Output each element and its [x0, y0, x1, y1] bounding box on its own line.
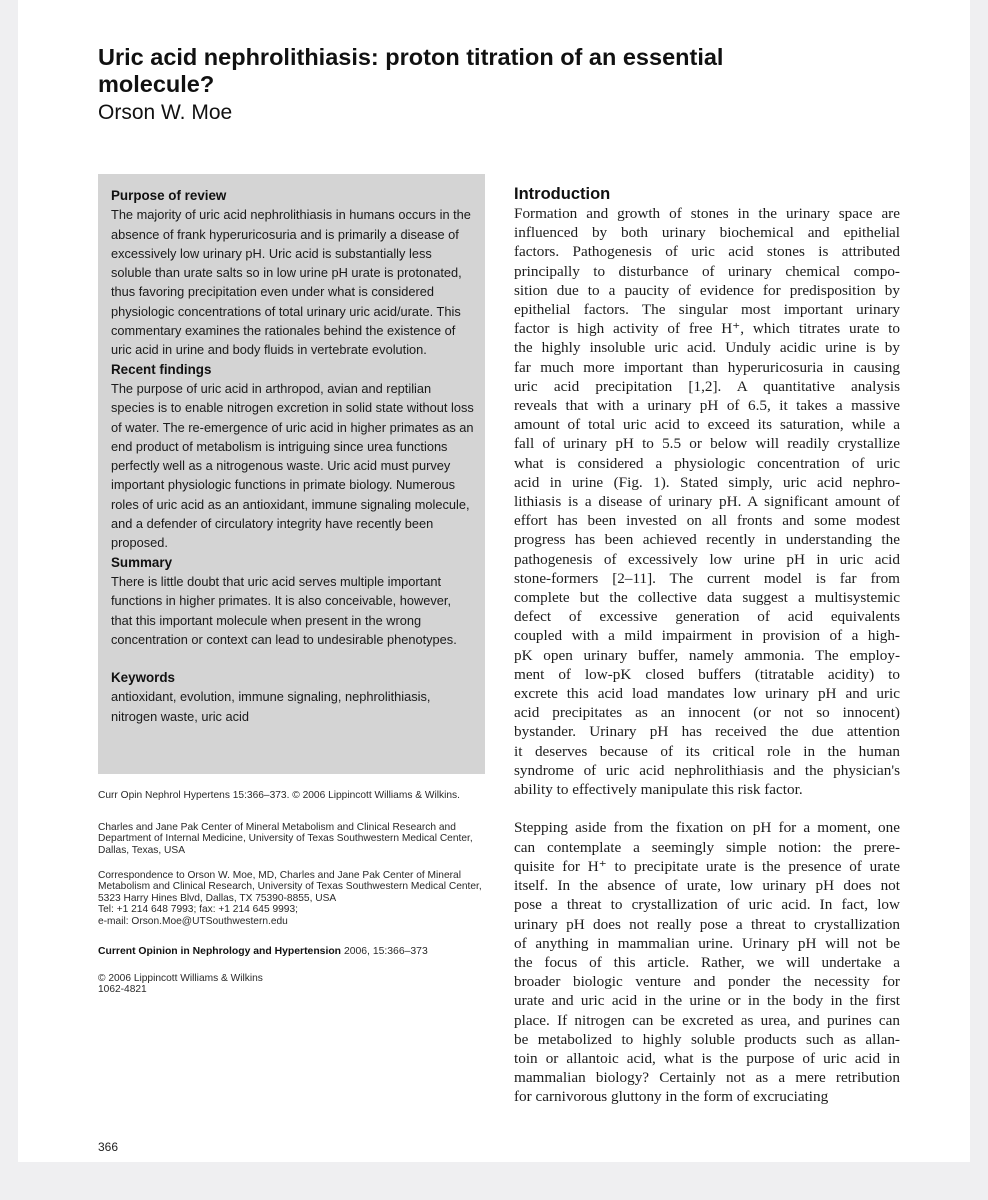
text-line: what is considered a physiologic concentration of uric: [514, 454, 900, 472]
journal-reference: [98, 946, 498, 957]
article-author: Orson W. Moe: [98, 101, 233, 124]
copyright-block: [98, 973, 498, 996]
text-line: Stepping aside from the fixation on pH for a moment, one: [514, 819, 900, 837]
introduction-paragraph-1: [514, 204, 900, 799]
text-line: acid in urine (Fig. 1). Stated simply, uric acid nephro-: [514, 473, 900, 491]
issn: 1062-4821: [98, 984, 147, 996]
text-line: fall of urinary pH to 5.5 or below will readily crystallize: [514, 435, 900, 453]
text-line: place. If nitrogen can be excreted as urea, and purines can: [514, 1011, 900, 1029]
purpose-heading: Purpose of review: [111, 188, 227, 203]
text-line: it deserves because of its critical role in the human: [514, 742, 900, 760]
text-line: progress has been achieved recently in understanding the: [514, 531, 900, 549]
correspondence-phone: Tel: +1 214 648 7993; fax: +1 214 645 9993;: [98, 904, 298, 916]
text-line: complete but the collective data suggest a multisystemic: [514, 589, 900, 607]
journal-page: [18, 0, 970, 1162]
text-line: bystander. Urinary pH has received the due attention: [514, 723, 900, 741]
text-line: be metabolized to highly soluble products such as allan-: [514, 1030, 900, 1048]
text-line: lithiasis is a disease of urinary pH. A significant amount of: [514, 493, 900, 511]
citation-line: Curr Opin Nephrol Hypertens 15:366–373. © 2006 Lippincott Williams & Wilkins.: [98, 790, 460, 801]
text-line: Formation and growth of stones in the urinary space are: [514, 205, 900, 222]
text-line: amount of total uric acid to exceed its saturation, while a: [514, 416, 900, 434]
text-line: the focus of this article. Rather, we will undertake a: [514, 953, 900, 971]
text-line: quisite for H⁺ to precipitate urate is the presence of urate: [514, 857, 900, 875]
keywords-text: antioxidant, evolution, immune signaling, nephrolithiasis, nitrogen waste, uric acid: [111, 689, 431, 724]
text-line: ability to effectively manipulate this risk factor.: [514, 781, 803, 799]
text-line: of anything in mammalian urine. Urinary pH will not be: [514, 934, 900, 952]
text-line: principally to disturbance of urinary chemical compo-: [514, 262, 900, 280]
text-line: stone-formers [2–11]. The current model is far from: [514, 569, 900, 587]
text-line: itself. In the absence of urate, low urinary pH does not: [514, 877, 900, 895]
text-line: coupled with a mild impairment in provision of a high-: [514, 627, 900, 645]
text-line: factor is high activity of free H⁺, which titrates urate to: [514, 320, 900, 338]
text-line: ment of low-pK closed buffers (titratable acidity) to: [514, 665, 900, 683]
text-line: excrete this acid load mandates low urinary pH and uric: [514, 685, 900, 703]
findings-text: The purpose of uric acid in arthropod, avian and reptilian species is to enable nitrogen excretion in solid state without loss of water. The re-emergence of uric acid in higher primates as an end product of metabolism is intriguing since urea functions perfectly well as a nitrogenous waste. Uric acid must purvey important physiologic functions in primate biology. Numerous roles of uric acid as an antioxidant, immune signaling molecule, and a defender of circulatory integrity have recently been proposed.: [111, 380, 474, 551]
text-line: syndrome of uric acid nephrolithiasis and the physician's: [514, 761, 900, 779]
text-line: urate and uric acid in the urine or in the body in the first: [514, 992, 900, 1010]
text-line: broader biologic venture and ponder the necessity for: [514, 973, 900, 991]
text-line: pK open urinary buffer, namely ammonia. The employ-: [514, 646, 900, 664]
text-line: reveals that with a urinary pH of 6.5, it takes a massive: [514, 397, 900, 415]
summary-heading: Summary: [111, 554, 173, 570]
text-line: for carnivorous gluttony in the form of excruciating: [514, 1088, 829, 1106]
text-line: effort has been invested on all fronts and some modest: [514, 512, 900, 530]
text-line: toin or allantoic acid, what is the purpose of uric acid in: [514, 1049, 900, 1067]
copyright: © 2006 Lippincott Williams & Wilkins: [98, 973, 263, 984]
text-line: factors. Pathogenesis of uric acid stones is attributed: [514, 243, 900, 261]
text-line: defect of excessive generation of acid equivalents: [514, 608, 900, 626]
text-line: can contemplate a seemingly simple notion: the prere-: [514, 838, 900, 856]
correspondence: [98, 870, 498, 927]
correspondence-address: Correspondence to Orson W. Moe, MD, Charles and Jane Pak Center of Mineral Metabolism and Clinical Research, University of Texas Southwestern Medical Center, 5323 Harry Hines Blvd, Dallas, TX 75390-8855, USA: [98, 870, 482, 904]
journal-name: Current Opinion in Nephrology and Hypertension: [98, 946, 342, 957]
introduction-column: [514, 184, 900, 1107]
abstract-box: [98, 174, 485, 774]
text-line: urinary pH does not really pose a threat to crystallization: [514, 915, 900, 933]
introduction-heading: Introduction: [514, 185, 611, 203]
summary-text: There is little doubt that uric acid serves multiple important functions in higher primates. It is also conceivable, however, that this important molecule when present in the wrong concentration or context can lead to undesirable phenotypes.: [111, 573, 457, 647]
text-line: the highly insoluble uric acid. Unduly acidic urine is by: [514, 339, 900, 357]
text-line: mammalian biology? Certainly not as a mere retribution: [514, 1069, 900, 1087]
text-line: epithelial factors. The singular most important urinary: [514, 301, 900, 319]
keywords-heading: Keywords: [111, 670, 175, 686]
affiliation: Charles and Jane Pak Center of Mineral Metabolism and Clinical Research and Department of Internal Medicine, University of Texas Southwestern Medical Center, Dallas, Texas, USA: [98, 822, 473, 856]
findings-heading: Recent findings: [111, 361, 212, 377]
page-number: 366: [98, 1140, 119, 1154]
journal-issue: 2006, 15:366–373: [343, 946, 428, 957]
introduction-paragraph-2: [514, 818, 900, 1106]
text-line: pose a threat to crystallization of uric acid. In fact, low: [514, 896, 900, 914]
text-line: sition due to a paucity of evidence for predisposition by: [514, 281, 900, 299]
text-line: uric acid precipitation [1,2]. A quantitative analysis: [514, 377, 900, 395]
purpose-text: The majority of uric acid nephrolithiasis in humans occurs in the absence of frank hyperuricosuria and is primarily a disease of excessively low urinary pH. Uric acid is substantially less soluble than urate salts so in low urine pH urate is protonated, thus favoring precipitation even under what is considered physiologic concentrations of total urinary uric acid/urate. This commentary examines the rationales behind the existence of uric acid in urine and body fluids in vertebrate evolution.: [111, 207, 471, 358]
text-line: influenced by both urinary biochemical and epithelial: [514, 224, 900, 242]
text-line: far much more important than hyperuricosuria in causing: [514, 358, 900, 376]
article-title: Uric acid nephrolithiasis: proton titration of an essential molecule?: [98, 44, 724, 97]
text-line: acid precipitates as an innocent (or not so innocent): [514, 704, 900, 722]
correspondence-email: e-mail: Orson.Moe@UTSouthwestern.edu: [98, 915, 288, 927]
text-line: pathogenesis of excessively low urine pH in uric acid: [514, 550, 900, 568]
